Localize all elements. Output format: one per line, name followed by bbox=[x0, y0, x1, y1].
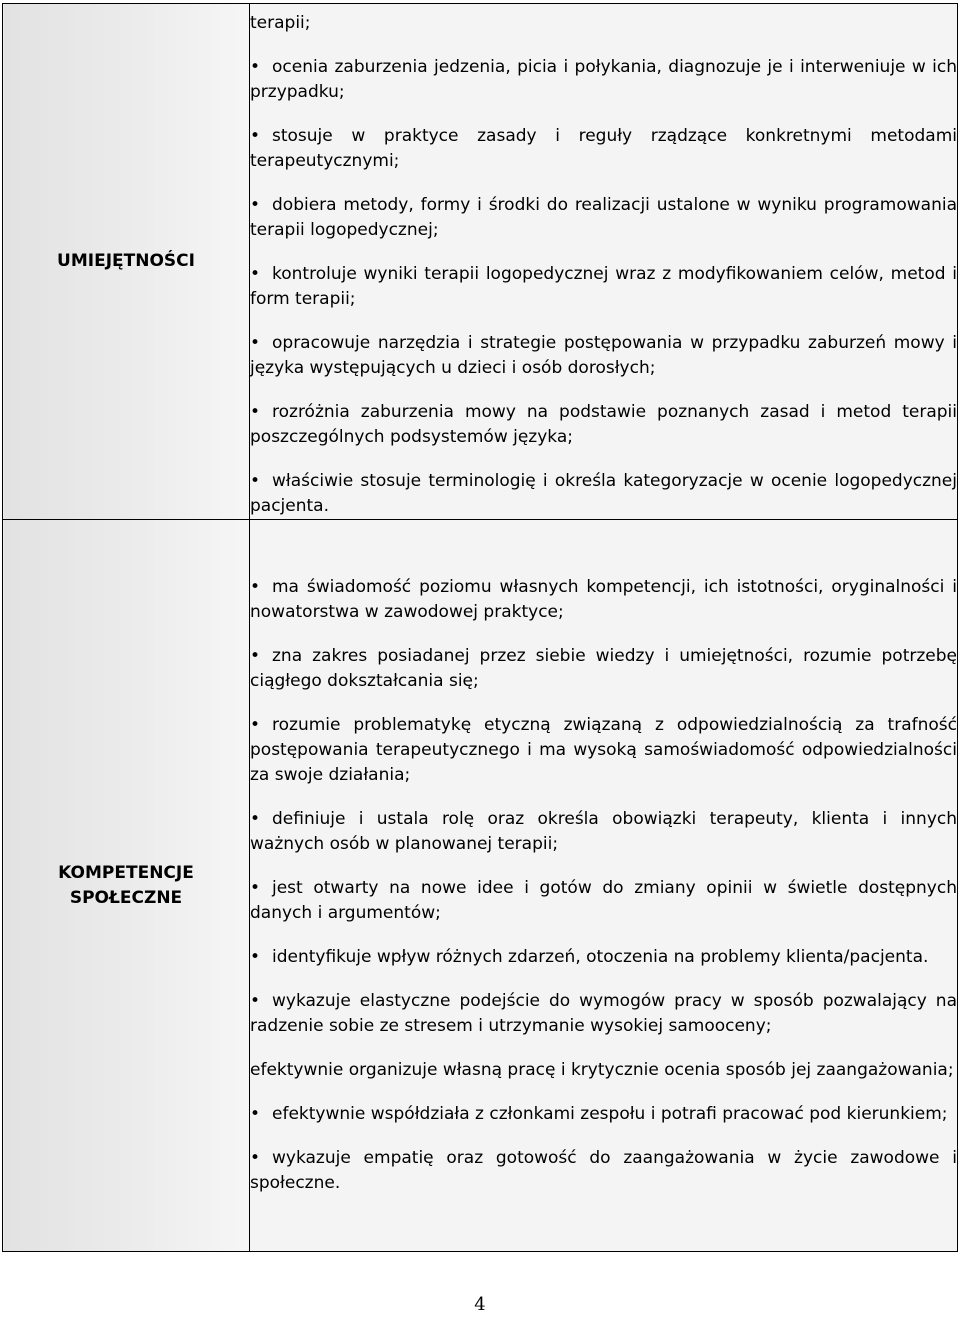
bullet-icon: • bbox=[250, 577, 261, 597]
skill-item-text: rozróżnia zaburzenia mowy na podstawie poznanych zasad i metod terapii poszczególnych podsystemów języka; bbox=[250, 402, 957, 447]
bullet-icon: • bbox=[250, 471, 261, 491]
skills-row bbox=[3, 4, 958, 520]
bullet-icon: • bbox=[250, 402, 261, 422]
bullet-icon: • bbox=[250, 126, 261, 146]
competence-item-text: identyfikuje wpływ różnych zdarzeń, otoczenia na problemy klienta/pacjenta. bbox=[272, 947, 929, 967]
competence-item bbox=[250, 1146, 957, 1196]
competence-item bbox=[250, 575, 957, 625]
bullet-icon: • bbox=[250, 264, 261, 284]
skill-item bbox=[250, 55, 957, 105]
skill-item-text: właściwie stosuje terminologię i określa kategoryzacje w ocenie logopedycznej pacjenta. bbox=[250, 471, 957, 516]
skill-item bbox=[250, 331, 957, 381]
bullet-icon: • bbox=[250, 1104, 261, 1124]
bullet-icon: • bbox=[250, 878, 261, 898]
skill-item-text: ocenia zaburzenia jedzenia, picia i połykania, diagnozuje je i interweniuje w ich przypadku; bbox=[250, 57, 957, 102]
skill-item bbox=[250, 124, 957, 174]
competence-item bbox=[250, 1058, 957, 1083]
bullet-icon: • bbox=[250, 646, 261, 666]
social-competences-label bbox=[3, 520, 250, 1252]
skills-label: UMIEJĘTNOŚCI bbox=[3, 4, 250, 520]
competence-item-text: rozumie problematykę etyczną związaną z odpowiedzialnością za trafność postępowania terapeutycznego i ma wysoką samoświadomość odpowiedzialności za swoje działania; bbox=[250, 715, 957, 785]
competence-item-text: wykazuje elastyczne podejście do wymogów pracy w sposób pozwalający na radzenie sobie ze stresem i utrzymanie wysokiej samooceny; bbox=[250, 991, 957, 1036]
skill-item-text: dobiera metody, formy i środki do realizacji ustalone w wyniku programowania terapii logopedycznej; bbox=[250, 195, 957, 240]
skill-item bbox=[250, 400, 957, 450]
learning-outcomes-table bbox=[2, 3, 958, 1252]
bullet-icon: • bbox=[250, 947, 261, 967]
social-competences-label-line2: SPOŁECZNE bbox=[69, 887, 183, 908]
competence-item bbox=[250, 807, 957, 857]
competence-item bbox=[250, 713, 957, 788]
competence-item-text: efektywnie organizuje własną pracę i krytycznie ocenia sposób jej zaangażowania; bbox=[250, 1060, 954, 1080]
bullet-icon: • bbox=[250, 333, 261, 353]
page-number: 4 bbox=[474, 1294, 486, 1315]
competence-item bbox=[250, 876, 957, 926]
competence-item bbox=[250, 945, 957, 970]
skill-item-text: opracowuje narzędzia i strategie postępowania w przypadku zaburzeń mowy i języka występujących u dzieci i osób dorosłych; bbox=[250, 333, 957, 378]
bullet-icon: • bbox=[250, 195, 261, 215]
continuation-text: terapii; bbox=[250, 13, 311, 33]
skill-item bbox=[250, 469, 957, 519]
competence-item bbox=[250, 644, 957, 694]
competence-item-text: definiuje i ustala rolę oraz określa obowiązki terapeuty, klienta i innych ważnych osób w planowanej terapii; bbox=[250, 809, 957, 854]
bullet-icon: • bbox=[250, 1148, 261, 1168]
competence-item-text: jest otwarty na nowe idee i gotów do zmiany opinii w świetle dostępnych danych i argumentów; bbox=[250, 878, 957, 923]
competence-item-text: zna zakres posiadanej przez siebie wiedzy i umiejętności, rozumie potrzebę ciągłego dokształcania się; bbox=[250, 646, 957, 691]
bullet-icon: • bbox=[250, 57, 261, 77]
skill-item-text: stosuje w praktyce zasady i reguły rządzące konkretnymi metodami terapeutycznymi; bbox=[250, 126, 957, 171]
social-competences-content bbox=[250, 520, 958, 1252]
skill-item bbox=[250, 193, 957, 243]
skills-content bbox=[250, 4, 958, 520]
bullet-icon: • bbox=[250, 715, 261, 735]
bullet-icon: • bbox=[250, 809, 261, 829]
competence-item-text: ma świadomość poziomu własnych kompetencji, ich istotności, oryginalności i nowatorstwa w zawodowej praktyce; bbox=[250, 577, 957, 622]
competence-item bbox=[250, 1102, 957, 1127]
competence-item bbox=[250, 989, 957, 1039]
skill-item bbox=[250, 262, 957, 312]
competence-item-text: wykazuje empatię oraz gotowość do zaangażowania w życie zawodowe i społeczne. bbox=[250, 1148, 957, 1193]
skill-item-text: kontroluje wyniki terapii logopedycznej wraz z modyfikowaniem celów, metod i form terapii; bbox=[250, 264, 957, 309]
bullet-icon: • bbox=[250, 991, 261, 1011]
competence-item-text: efektywnie współdziała z członkami zespołu i potrafi pracować pod kierunkiem; bbox=[272, 1104, 948, 1124]
social-competences-label-line1: KOMPETENCJE bbox=[58, 862, 194, 883]
social-competences-row bbox=[3, 520, 958, 1252]
